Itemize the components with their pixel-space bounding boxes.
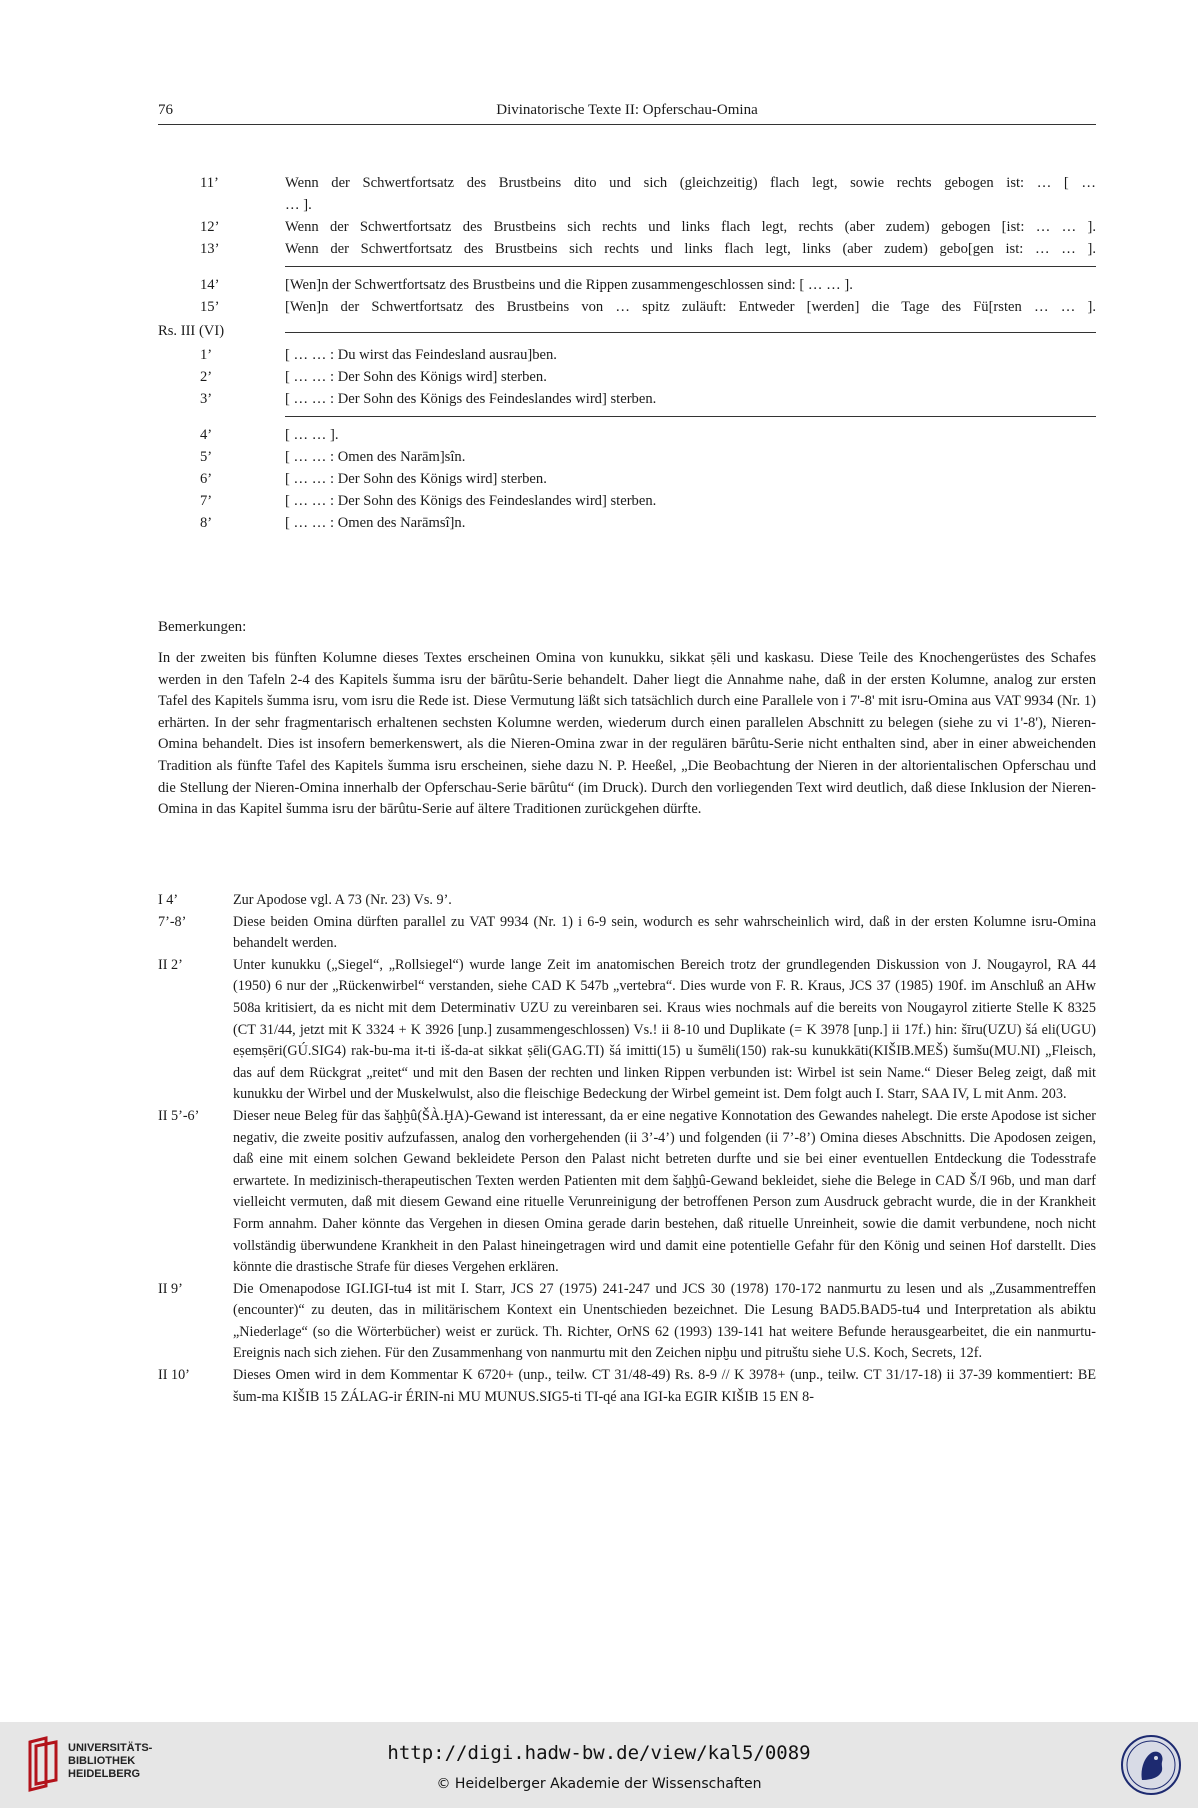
library-name: UNIVERSITÄTS- BIBLIOTHEK HEIDELBERG [68,1742,153,1780]
line-number: 14’ [200,277,220,293]
line-text: [ … … : Omen des Narāmsî]n. [285,515,466,531]
line-number: 1’ [200,347,213,363]
running-title: Divinatorische Texte II: Opferschau-Omina [496,102,758,118]
line-number: 13’ [200,241,220,257]
line-number: 3’ [200,391,213,407]
line-number: 5’ [200,449,213,465]
translation-line [0,296,1198,318]
line-number: 8’ [200,515,213,531]
note-reference: II 10’ [158,1367,190,1384]
translation-line [0,490,1198,512]
note-reference: 7’-8’ [158,913,187,930]
line-number: 12’ [200,219,220,235]
commentary-note [0,1106,1198,1279]
line-text: Wenn der Schwertfortsatz des Brustbeins dito und sich (gleichzeitig) flach legt, sowie rechts gebogen ist: … [ … [285,175,1096,191]
line-text: … ]. [285,197,312,213]
note-text: Dieser neue Beleg für das šaḫḫû(ŠÀ.ḪA)-Gewand ist interessant, da er eine negative Konnotation des Gewandes nahelegt. Die erste Apodose ist sicher negativ, die zweite positiv aufzufassen, analog den vorhergehenden (ii 3’-4’) und folgenden (ii 7’-8’) Omina dieses Abschnitts. Die Apodosen zeigen, daß eine mit einem solchen Gewand bekleidete Person den Palast nicht betreten durfte und sie bei einer eventuellen Entdeckung die Todesstrafe erwartete. In medizinisch-therapeutischen Texten werden Patienten mit dem šaḫḫû-Gewand bekleidet, siehe die Belege in CAD Š/I 96b, und man darf vielleicht vermuten, daß mit diesem Gewand eine rituelle Verunreinigung der betroffenen Person zum Ausdruck gebracht wurde, die in der Krankheit Form annahm. Daher könnte das Vergehen in diesen Omina gerade darin bestehen, daß rituelle Unreinheit, sowie die damit verbundene, noch nicht vollständig überwundene Krankheit in den Palast hineingetragen wird und damit eine potentielle Gefahr für den König und seinen Hof darstellt. Dies könnte die drastische Strafe für dieses Vergehen erklären. [233,1107,1096,1276]
line-text: [ … … ]. [285,427,339,443]
note-text: Unter kunukku („Siegel“, „Rollsiegel“) wurde lange Zeit im anatomischen Bereich trotz der grundlegenden Diskussion von J. Nougayrol, RA 44 (1950) 6 nur der „Rückenwirbel“ verstanden, siehe CAD K 547b „vertebra“. Dies wurde von F. R. Kraus, JCS 37 (1985) 190f. im Anschluß an AHw 508a kritisiert, da es nicht mit dem Determinativ UZU zu vereinbaren sei. Kraus wies nochmals auf die bereits von Nougayrol zitierte Stelle K 8325 (CT 31/44, jetzt mit K 3324 + K 3926 [unp.] zusammengeschlossen) Vs.! ii 8-10 und Duplikate (= K 3978 [unp.] ii 17f.) hin: šīru(UZU) šá eli(UGU) eṣemṣēri(GÚ.SIG4) rak-bu-ma it-ti iš-da-at sikkat ṣēli(GAG.TI) šá imitti(15) u šumēli(150) rak-su kunukkāti(KIŠIB.MEŠ) šumšu(MU.NI) „Fleisch, das auf dem Rückgrat „reitet“ und mit den Basen der rechten und linken Rippen verbunden ist: Wirbel ist sein Name.“ Dieser Beleg zeigt, daß mit kunukku der Wirbel und der Muskelwulst, also die fleischige Bedeckung der Wirbel gemeint ist. Dem folgt auch I. Starr, SAA IV, L mit Anm. 203. [233,956,1096,1103]
note-reference: II 2’ [158,956,183,973]
commentary-notes [0,890,1198,1408]
digitization-footer [0,1722,1198,1808]
line-text: [ … … : Der Sohn des Königs wird] sterben. [285,471,547,487]
translation-line [0,512,1198,534]
running-head [158,100,1096,125]
remarks-paragraph: In der zweiten bis fünften Kolumne dieses Textes erscheinen Omina von kunukku, sikkat ṣēli und kaskasu. Diese Teile des Knochengerüstes des Schafes werden in den Tafeln 2-4 des Kapitels šumma isru der bārûtu-Serie behandelt. Daher liegt die Annahme nahe, daß in der ersten Kolumne, analog zur ersten Tafel des Kapitels šumma isru, vom isru die Rede ist. Diese Vermutung läßt sich tatsächlich durch eine Parallele von i 7'-8' mit isru-Omina aus VAT 9934 (Nr. 1) erhärten. In der sehr fragmentarisch erhaltenen sechsten Kolumne werden, wiederum durch einen parallelen Abschnitt zu belegen (siehe zu vi 1'-8'), Nieren-Omina behandelt. Dies ist insofern bemerkenswert, als die Nieren-Omina zwar in der regulären bārûtu-Serie nicht enthalten sind, aber in einer abweichenden Tradition als fünfte Tafel des Kapitels šumma isru erscheinen, siehe dazu N. P. Heeßel, „Die Beobachtung der Nieren in der altorientalischen Opferschau und die Stellung der Nieren-Omina innerhalb der Opferschau-Serie bārûtu“ (im Druck). Durch den vorliegenden Text wird deutlich, daß diese Inklusion der Nieren-Omina in das Kapitel šumma isru der bārûtu-Serie auf ältere Traditionen zurückgehen dürfte. [158,650,1096,818]
line-text: Wenn der Schwertfortsatz des Brustbeins sich rechts und links flach legt, links (aber zudem) gebo[gen ist: … … ]. [285,241,1096,257]
page-number: 76 [158,102,173,118]
section-divider [0,260,1198,274]
translation-line [0,194,1198,216]
line-number: 11’ [200,175,219,191]
translation-line [0,366,1198,388]
commentary-note [0,1279,1198,1365]
commentary-note [0,912,1198,955]
note-reference: II 9’ [158,1280,183,1297]
remarks-heading: Bemerkungen: [158,619,247,635]
translation-line [0,468,1198,490]
line-text: [ … … : Der Sohn des Königs des Feindeslandes wird] sterben. [285,493,657,509]
translation-line [0,274,1198,296]
line-text: [ … … : Der Sohn des Königs des Feindeslandes wird] sterben. [285,391,657,407]
commentary-note [0,955,1198,1106]
column-label: Rs. III (VI) [158,323,225,339]
column-label-row [0,318,1198,344]
line-number: 4’ [200,427,213,443]
translation-line [0,446,1198,468]
translation-block [0,172,1198,534]
translation-line [0,172,1198,194]
translation-line [0,424,1198,446]
line-text: [ … … : Omen des Narām]sîn. [285,449,466,465]
section-divider [0,410,1198,424]
translation-line [0,344,1198,366]
note-text: Zur Apodose vgl. A 73 (Nr. 23) Vs. 9’. [233,892,452,908]
line-text: [ … … : Du wirst das Feindesland ausrau]ben. [285,347,557,363]
note-text: Diese beiden Omina dürften parallel zu VAT 9934 (Nr. 1) i 6-9 sein, wodurch es sehr wahrscheinlich wird, daß in der ersten Kolumne isru-Omina behandelt werden. [233,913,1096,952]
note-text: Die Omenapodose IGI.IGI-tu4 ist mit I. Starr, JCS 27 (1975) 241-247 und JCS 30 (1978) 170-172 nanmurtu zu lesen und als „Zusammentreffen (encounter)“ zu deuten, das in militärischem Kontext ein Unentschieden bezeichnet. Die Lesung BAD5.BAD5-tu4 und Interpretation als abiktu „Niederlage“ (so die Wörterbücher) weist er zurück. Th. Richter, OrNS 62 (1993) 139-141 hat weitere Befunde herausgearbeitet, die ein nanmurtu-Ereignis nach sich ziehen. Für den Zusammenhang von nanmurtu mit den Zeichen nipḫu und pitruštu siehe U.S. Koch, Secrets, 12f. [233,1280,1096,1362]
note-text: Dieses Omen wird in dem Kommentar K 6720+ (unp., teilw. CT 31/48-49) Rs. 8-9 // K 3978+ (unp., teilw. CT 31/17-18) ii 37-39 kommentiert: BE šum-ma KIŠIB 15 ZÁLAG-ir ÉRIN-ni MU MUNUS.SIG5-ti TI-qé ana IGI-ka EGIR KIŠIB 15 EN 8- [233,1367,1096,1405]
line-text: [ … … : Der Sohn des Königs wird] sterben. [285,369,547,385]
line-number: 2’ [200,369,213,385]
academy-seal-icon [1120,1734,1182,1796]
copyright-notice: © Heidelberger Akademie der Wissenschaften [436,1776,762,1792]
line-number: 15’ [200,299,220,315]
line-text: [Wen]n der Schwertfortsatz des Brustbeins und die Rippen zusammengeschlossen sind: [ … … ]. [285,277,853,293]
commentary-note [0,890,1198,912]
note-reference: I 4’ [158,892,179,908]
translation-line [0,216,1198,238]
line-number: 6’ [200,471,213,487]
line-number: 7’ [200,493,213,509]
line-text: [Wen]n der Schwertfortsatz des Brustbeins von … spitz zuläuft: Entweder [werden] die Tage des Fü[rsten … … ]. [285,299,1096,315]
note-reference: II 5’-6’ [158,1107,200,1124]
section-divider [285,332,1096,333]
line-text: Wenn der Schwertfortsatz des Brustbeins sich rechts und links flach legt, rechts (aber zudem) gebogen [ist: … … ]. [285,219,1096,235]
commentary-note [0,1365,1198,1408]
permalink-url[interactable]: http://digi.hadw-bw.de/view/kal5/0089 [387,1742,811,1764]
translation-line [0,238,1198,260]
translation-line [0,388,1198,410]
